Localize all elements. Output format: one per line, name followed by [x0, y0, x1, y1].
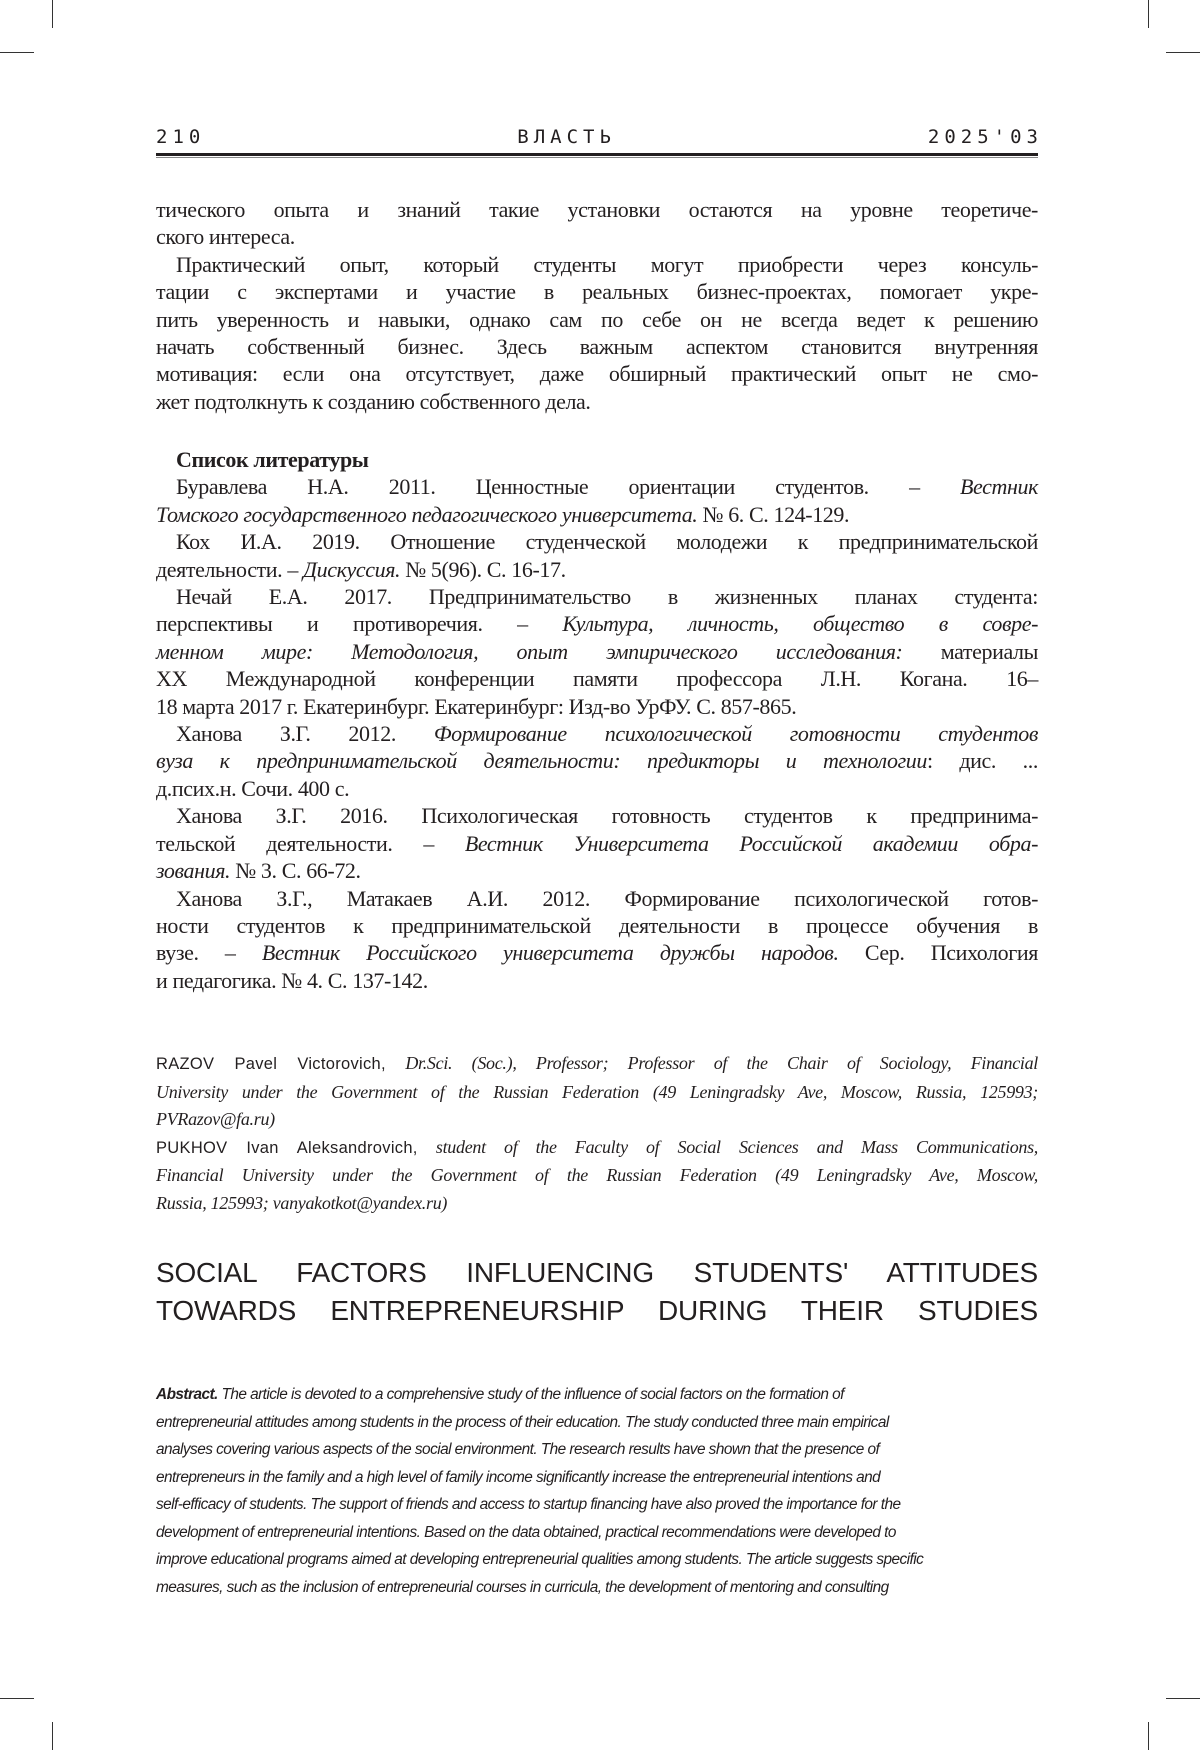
italic-run: student of the Faculty of Social Sciences and Mass Communications, [417, 1136, 1039, 1157]
text-run: жет подтолкнуть к созданию собственного дела. [156, 388, 591, 414]
text-run: материалы [902, 638, 1038, 664]
text-run: measures, such as the inclusion of entrepreneurial courses in curricula, the development of mentoring and consulting [156, 1578, 889, 1596]
italic-run: вуза к предпринимательской деятельности: предикторы и технологии [156, 748, 927, 774]
running-header [156, 126, 1043, 148]
italic-run: Вестник Университета Российской академии обра- [464, 830, 1038, 856]
italic-run: University under the Government of the Russian Federation (49 Leningradsky Ave, Moscow, Russia, 125993; [156, 1081, 1038, 1102]
crop-mark [1148, 0, 1149, 28]
crop-mark [1148, 1722, 1149, 1750]
bold-run: PUKHOV Ivan Aleksandrovich, [156, 1138, 418, 1157]
text-line [156, 1162, 1038, 1190]
crop-mark [0, 52, 34, 53]
text-run: д.псих.н. Сочи. 400 с. [156, 775, 350, 801]
text-line [156, 1546, 1038, 1574]
text-run: тического опыта и знаний такие установки остаются на уровне теоретиче- [156, 197, 1038, 222]
text-run: № 6. С. 124-129. [697, 501, 850, 527]
text-line [156, 528, 1038, 555]
references-list [156, 473, 1038, 994]
text-run: entrepreneurs in the family and a high level of family income significantly increase the entrepreneurial intentions and [156, 1468, 881, 1486]
text-run: ности студентов к предпринимательской деятельности в процессе обучения в [156, 912, 1038, 938]
text-run: entrepreneurial attitudes among students in the process of their education. The study conducted three main empirical [156, 1413, 889, 1431]
text-run: 18 марта 2017 г. Екатеринбург. Екатеринбург: Изд-во УрФУ. С. 857-865. [156, 693, 797, 719]
text-line [156, 1381, 1038, 1409]
text-run: вузе. – [156, 940, 262, 966]
author-info [156, 1050, 1038, 1217]
text-run: development of entrepreneurial intentions. Based on the data obtained, practical recommendations were developed to [156, 1523, 896, 1541]
issue-number: 2025'03 [927, 126, 1043, 148]
text-line [156, 939, 1038, 966]
text-line [156, 720, 1038, 747]
text-run: тации с экспертами и участие в реальных бизнес-проектах, помогает укре- [156, 279, 1038, 305]
text-line [156, 223, 1038, 250]
bold-run: RAZOV Pavel Victorovich, [156, 1055, 386, 1073]
text-run: Кох И.А. 2019. Отношение студенческой молодежи к предпринимательской [176, 529, 1038, 555]
text-line [156, 1464, 1038, 1492]
header-rule-thin [156, 157, 1038, 158]
text-run: Нечай Е.А. 2017. Предпринимательство в жизненных планах студента: [176, 584, 1038, 610]
italic-run: Russia, 125993; vanyakotkot@yandex.ru) [156, 1192, 448, 1213]
text-line [156, 1050, 1038, 1079]
text-line [156, 1106, 1038, 1134]
abstract [156, 1381, 1038, 1601]
text-run: XX Международной конференции памяти профессора Л.Н. Когана. 16– [156, 666, 1038, 692]
text-run: перспективы и противоречия. – [156, 611, 563, 637]
text-line [156, 251, 1038, 278]
references-heading-text: Список литературы [176, 447, 369, 472]
text-line [156, 1409, 1038, 1437]
text-line [156, 360, 1038, 387]
text-run: Ханова З.Г. 2012. [176, 721, 434, 747]
text-run: № 5(96). С. 16-17. [400, 556, 566, 582]
text-run: The article is devoted to a comprehensive study of the influence of social factors on the formation of [217, 1386, 844, 1403]
text-line [156, 638, 1038, 665]
text-run: мотивация: если она отсутствует, даже обширный практический опыт не смо- [156, 361, 1038, 387]
text-line [156, 1491, 1038, 1519]
bold-run: Abstract. [156, 1386, 218, 1403]
text-line [156, 1134, 1038, 1163]
text-line [156, 912, 1038, 939]
text-run: начать собственный бизнес. Здесь важным аспектом становится внутренняя [156, 334, 1038, 360]
italic-run: менном мире: Методология, опыт эмпирического исследования: [156, 638, 903, 664]
text-run: пить уверенность и навыки, однако сам по себе он не всегда ведет к решению [156, 306, 1038, 332]
text-line [156, 802, 1038, 829]
text-line [156, 583, 1038, 610]
text-run: self-efficacy of students. The support of friends and access to startup financing have also proved the importance for the [156, 1496, 901, 1513]
italic-run: Dr.Sci. (Soc.), Professor; Professor of the Chair of Sociology, Financial [385, 1053, 1038, 1073]
text-run: SOCIAL FACTORS INFLUENCING STUDENTS' ATTITUDES [156, 1257, 1038, 1288]
text-line [156, 1574, 1038, 1602]
crop-mark [1166, 1698, 1200, 1699]
text-run: ского интереса. [156, 224, 295, 250]
italic-run: Томского государственного педагогического университета. [156, 501, 698, 527]
text-line [156, 1190, 1038, 1218]
text-run: и педагогика. № 4. С. 137-142. [156, 967, 428, 993]
crop-mark [0, 1698, 34, 1699]
text-run: Сер. Психология [838, 940, 1038, 966]
text-line [156, 1292, 1038, 1330]
text-run: № 3. С. 66-72. [230, 858, 361, 884]
text-line [156, 830, 1038, 857]
crop-mark [52, 1722, 53, 1750]
italic-run: Дискуссия. [303, 556, 401, 582]
italic-run: Вестник [960, 474, 1038, 500]
crop-mark [52, 0, 53, 28]
article-title [156, 1254, 1038, 1330]
text-run: Ханова З.Г., Матакаев А.И. 2012. Формирование психологической готов- [176, 885, 1038, 911]
text-line [156, 1254, 1038, 1292]
italic-run: зования. [156, 858, 231, 884]
text-run: Буравлева Н.А. 2011. Ценностные ориентации студентов. – [176, 474, 961, 500]
text-line [156, 775, 1038, 802]
text-line [156, 857, 1038, 884]
crop-mark [1166, 52, 1200, 53]
text-line [156, 665, 1038, 692]
text-line [156, 501, 1038, 528]
text-run: analyses covering various aspects of the social environment. The research results have shown that the presence of [156, 1441, 880, 1458]
references-heading [156, 446, 1038, 473]
italic-run: Вестник Российского университета дружбы народов. [261, 940, 839, 966]
text-run: деятельности. – [156, 556, 304, 582]
text-run: TOWARDS ENTREPRENEURSHIP DURING THEIR STUDIES [156, 1295, 1038, 1326]
text-run: Ханова З.Г. 2016. Психологическая готовность студентов к предпринима- [176, 803, 1038, 829]
text-line [156, 556, 1038, 583]
text-run: improve educational programs aimed at developing entrepreneurial qualities among students. The article suggests specific [156, 1551, 924, 1568]
text-line [156, 473, 1038, 500]
text-line [156, 388, 1038, 415]
text-line [156, 1079, 1038, 1107]
body-text [156, 196, 1038, 415]
references-section [156, 446, 1038, 994]
text-line [156, 1436, 1038, 1464]
text-line [156, 610, 1038, 637]
text-line [156, 693, 1038, 720]
text-line [156, 306, 1038, 333]
text-line [156, 967, 1038, 994]
text-line [156, 885, 1038, 912]
italic-run: PVRazov@fa.ru) [156, 1109, 275, 1129]
italic-run: Financial University under the Government of the Russian Federation (49 Leningradsky Ave, Moscow, [156, 1165, 1038, 1185]
italic-run: Формирование психологической готовности студентов [433, 721, 1038, 747]
text-line [156, 278, 1038, 305]
text-line [156, 333, 1038, 360]
header-rule [156, 153, 1038, 156]
text-line [156, 1519, 1038, 1547]
italic-run: Культура, личность, общество в совре- [562, 611, 1039, 637]
text-run: Практический опыт, который студенты могут приобрести через консуль- [176, 251, 1038, 277]
text-run: тельской деятельности. – [156, 830, 465, 856]
page-number: 210 [156, 126, 206, 148]
text-run: : дис. ... [927, 748, 1038, 774]
journal-name: ВЛАСТЬ [517, 126, 616, 148]
text-line [156, 196, 1038, 223]
text-line [156, 747, 1038, 774]
